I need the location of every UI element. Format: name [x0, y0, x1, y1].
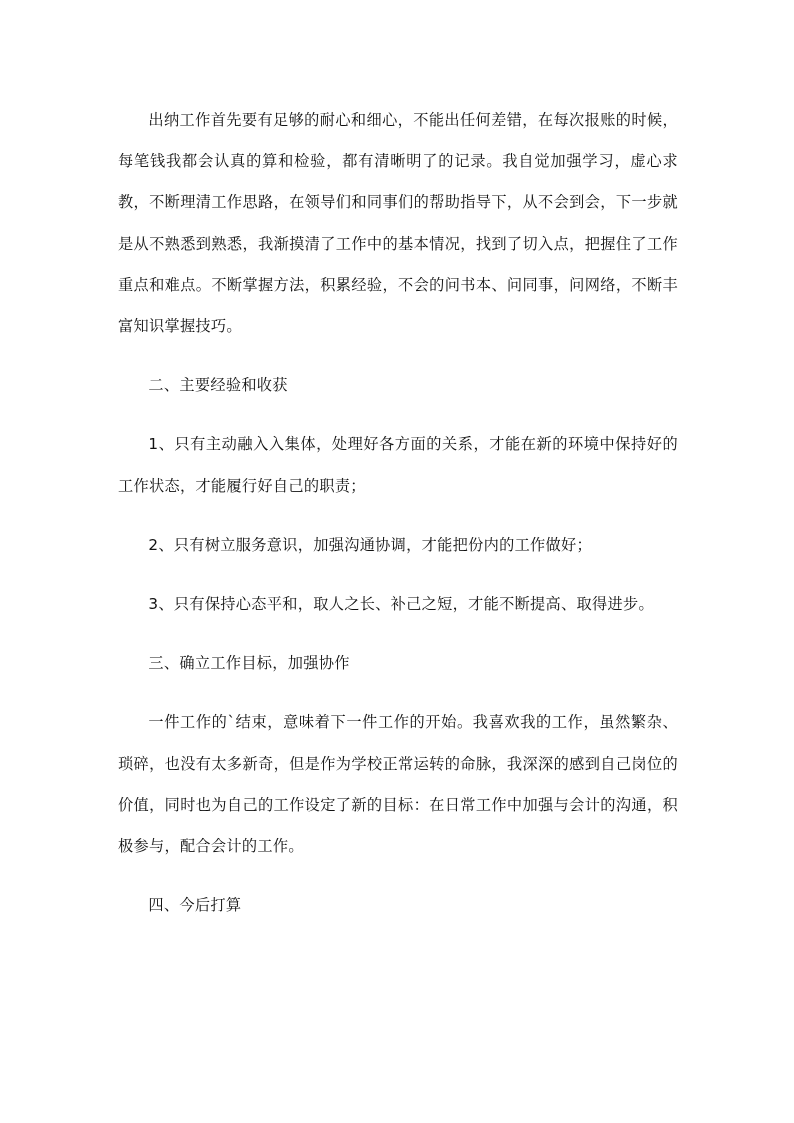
list-item-experience-3: 3、只有保持心态平和，取人之长、补己之短，才能不断提高、取得进步。 — [148, 595, 654, 614]
paragraph-work-goals: 一件工作的`结束，意味着下一件工作的开始。我喜欢我的工作，虽然繁杂、琐碎，也没有太多新奇，但是作为学校正常运转的命脉，我深深的感到自己岗位的价值，同时也为自己的工作设定了新的目标：在日常工作中加强与会计的沟通，积极参与，配合会计的工作。 — [118, 713, 678, 856]
document-body — [118, 100, 678, 926]
heading-future-plans: 四、今后打算 — [148, 896, 242, 915]
list-item-experience-2: 2、只有树立服务意识，加强沟通协调，才能把份内的工作做好； — [148, 535, 593, 554]
heading-main-experience: 二、主要经验和收获 — [148, 376, 288, 395]
list-item-experience-1: 1、只有主动融入入集体，处理好各方面的关系，才能在新的环境中保持好的工作状态，才能履行好自己的职责； — [118, 435, 678, 495]
heading-work-goals: 三、确立工作目标，加强协作 — [148, 654, 350, 673]
paragraph-cashier-duties: 出纳工作首先要有足够的耐心和细心，不能出任何差错，在每次报账的时候，每笔钱我都会认真的算和检验，都有清晰明了的记录。我自觉加强学习，虚心求教，不断理清工作思路，在领导们和同事们的帮助指导下，从不会到会，下一步就是从不熟悉到熟悉，我渐摸清了工作中的基本情况，找到了切入点，把握住了工作重点和难点。不断掌握方法，积累经验，不会的问书本、问同事，问网络，不断丰富知识掌握技巧。 — [118, 111, 678, 336]
